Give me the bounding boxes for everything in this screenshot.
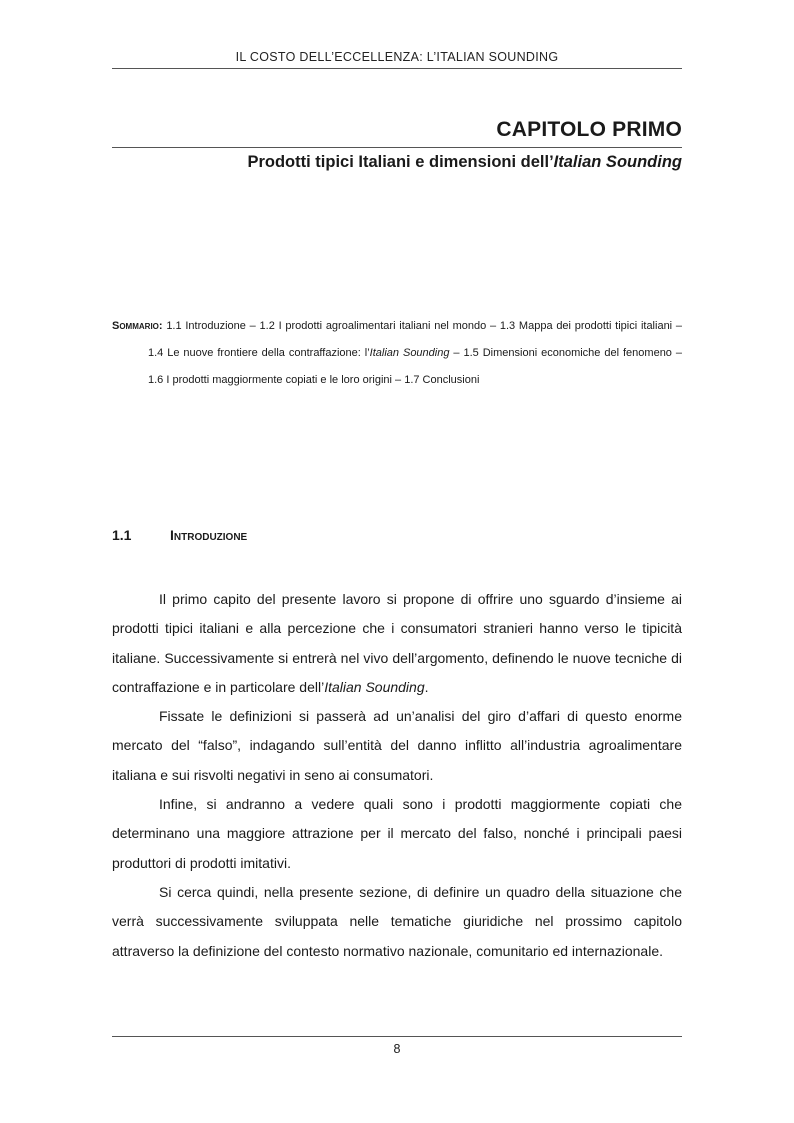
paragraph-1-text: Il primo capito del presente lavoro si propone di offrire uno sguardo d’insieme ai prodotti tipici italiani e alla percezione che i consumatori stranieri hanno verso le tipicità italiane. Successivamente si entrerà nel vivo dell’argomento, definendo le nuove tecniche di contraffazione e in particolare dell’: [112, 591, 682, 695]
paragraph-4: Si cerca quindi, nella presente sezione, di definire un quadro della situazione che verrà successivamente sviluppata nelle tematiche giuridiche nel prossimo capitolo attraverso la definizione del contesto normativo nazionale, comunitario ed internazionale.: [112, 883, 682, 959]
paragraph-2: Fissate le definizioni si passerà ad un’analisi del giro d’affari di questo enorme mercato del “falso”, indagando sull’entità del danno inflitto all’industria agroalimentare italiana e sui risvolti negativi in seno ai consumatori.: [112, 708, 682, 783]
paragraph-1-italic: Italian Sounding: [324, 678, 425, 695]
paragraph-1: [112, 585, 682, 702]
summary-italic: Italian Sounding: [369, 347, 450, 359]
summary-text-1: 1.1 Introduzione – 1.2 I prodotti agroalimentari italiani nel mondo – 1.3 Mappa dei prodotti tipici italiani – 1.4 Le nuove frontiere della contraffazione: l’: [148, 320, 682, 359]
summary-label: Sommario:: [112, 320, 163, 332]
body-text: [112, 585, 682, 966]
header-rule: [112, 68, 682, 69]
page-number: 8: [393, 1042, 401, 1056]
section-title: Introduzione: [170, 527, 248, 543]
chapter-subtitle: [247, 153, 682, 172]
chapter-subtitle-italic: Italian Sounding: [553, 153, 682, 171]
chapter-summary: [112, 313, 682, 394]
chapter-title-rule: [112, 147, 682, 148]
chapter-title: CAPITOLO PRIMO: [496, 118, 682, 141]
running-header: IL COSTO DELL’ECCELLENZA: L’ITALIAN SOUNDING: [235, 50, 559, 64]
paragraph-1-end: .: [424, 678, 429, 695]
footer-rule: [112, 1036, 682, 1037]
paragraph-3: Infine, si andranno a vedere quali sono i prodotti maggiormente copiati che determinano una maggiore attrazione per il mercato del falso, nonché i principali paesi produttori di prodotti imitativi.: [112, 796, 682, 871]
section-heading: [112, 527, 247, 543]
chapter-subtitle-plain: Prodotti tipici Italiani e dimensioni dell’: [247, 153, 554, 171]
section-number: 1.1: [112, 527, 132, 543]
summary-text-2: – 1.5 Dimensioni economiche del fenomeno – 1.6 I prodotti maggiormente copiati e le loro origini – 1.7 Conclusioni: [148, 347, 682, 386]
